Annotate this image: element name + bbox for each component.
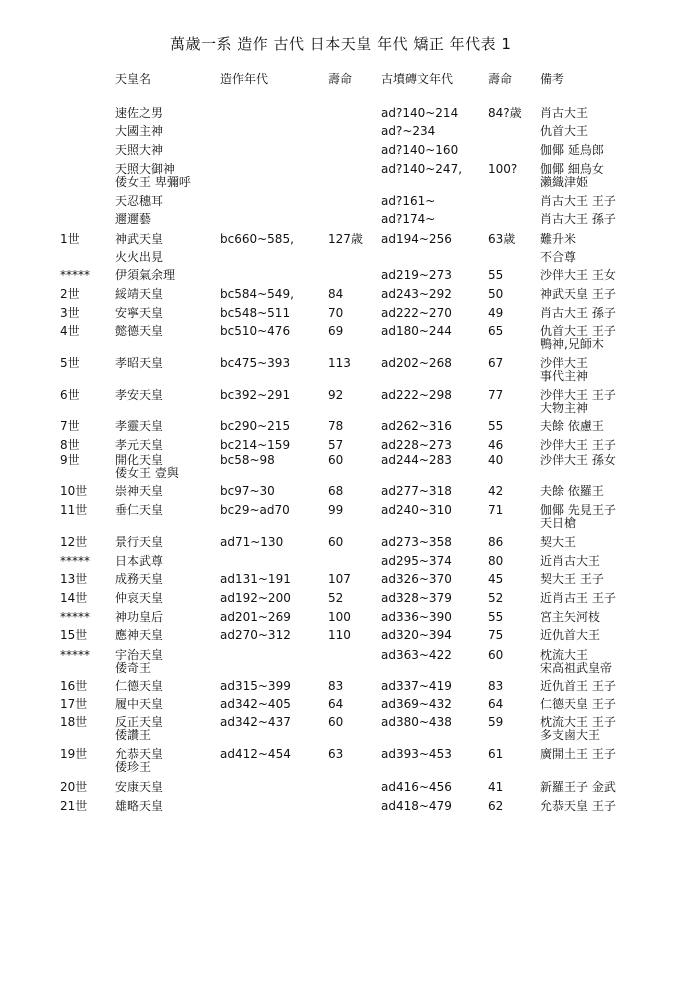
cell-fabricated-era: ad71~130 [220, 535, 284, 549]
cell-tomb-era: ad337~419 [381, 679, 452, 693]
cell-generation: 3世 [60, 306, 80, 320]
cell-tomb-era: ad273~358 [381, 535, 452, 549]
cell-lifespan-2: 83 [488, 679, 504, 693]
cell-emperor-name: 天照大御神 倭女王 卑彌呼 [115, 162, 191, 189]
cell-tomb-era: ad?161~ [381, 194, 436, 208]
cell-fabricated-era: bc58~98 [220, 453, 275, 467]
cell-generation: 2世 [60, 287, 80, 301]
cell-notes: 肖古大王 [540, 106, 589, 120]
cell-emperor-name: 火火出見 [115, 250, 164, 264]
cell-lifespan: 60 [328, 535, 344, 549]
cell-fabricated-era: ad270~312 [220, 628, 291, 642]
cell-notes: 夫餘 依慮王 [540, 419, 604, 433]
cell-notes: 近仇首大王 [540, 628, 601, 642]
header-fabricated-era: 造作年代 [220, 72, 269, 86]
cell-emperor-name: 神功皇后 [115, 610, 164, 624]
cell-lifespan-2: 86 [488, 535, 504, 549]
cell-fabricated-era: bc660~585, [220, 232, 294, 246]
cell-notes: 沙伴大王 事代主神 [540, 356, 589, 383]
cell-lifespan-2: 45 [488, 572, 504, 586]
cell-emperor-name: 安寧天皇 [115, 306, 164, 320]
cell-notes: 仇首大王 王子 鴨神,兄師木 [540, 324, 616, 351]
cell-generation: ***** [60, 648, 90, 662]
cell-tomb-era: ad243~292 [381, 287, 452, 301]
cell-fabricated-era: bc392~291 [220, 388, 291, 402]
cell-lifespan: 92 [328, 388, 344, 402]
cell-tomb-era: ad240~310 [381, 503, 452, 517]
cell-tomb-era: ad202~268 [381, 356, 452, 370]
cell-lifespan: 127歳 [328, 232, 363, 246]
cell-emperor-name: 孝安天皇 [115, 388, 164, 402]
cell-fabricated-era: bc214~159 [220, 438, 291, 452]
cell-notes: 沙伴大王 王子 大物主神 [540, 388, 616, 415]
cell-notes: 近肖古王 王子 [540, 591, 616, 605]
cell-notes: 允恭天皇 王子 [540, 799, 616, 813]
cell-emperor-name: 神武天皇 [115, 232, 164, 246]
cell-tomb-era: ad219~273 [381, 268, 452, 282]
cell-lifespan: 113 [328, 356, 351, 370]
cell-generation: 11世 [60, 503, 88, 517]
cell-lifespan-2: 52 [488, 591, 504, 605]
cell-tomb-era: ad336~390 [381, 610, 452, 624]
cell-emperor-name: 綏靖天皇 [115, 287, 164, 301]
cell-emperor-name: 履中天皇 [115, 697, 164, 711]
cell-notes: 肖古大王 孫子 [540, 212, 616, 226]
cell-lifespan-2: 60 [488, 648, 504, 662]
cell-lifespan-2: 40 [488, 453, 504, 467]
cell-tomb-era: ad320~394 [381, 628, 452, 642]
cell-generation: 16世 [60, 679, 88, 693]
cell-tomb-era: ad262~316 [381, 419, 452, 433]
cell-notes: 夫餘 依羅王 [540, 484, 604, 498]
cell-lifespan: 84 [328, 287, 344, 301]
cell-emperor-name: 速佐之男 [115, 106, 164, 120]
cell-lifespan-2: 46 [488, 438, 504, 452]
cell-tomb-era: ad222~270 [381, 306, 452, 320]
cell-lifespan: 52 [328, 591, 344, 605]
cell-generation: 14世 [60, 591, 88, 605]
page-title: 萬歳一系 造作 古代 日本天皇 年代 矯正 年代表 1 [170, 35, 512, 53]
cell-emperor-name: 天照大神 [115, 143, 164, 157]
header-tomb-era: 古墳磚文年代 [381, 72, 454, 86]
cell-notes: 廣開土王 王子 [540, 747, 616, 761]
cell-notes: 不合尊 [540, 250, 577, 264]
cell-lifespan-2: 49 [488, 306, 504, 320]
cell-tomb-era: ad416~456 [381, 780, 452, 794]
cell-tomb-era: ad277~318 [381, 484, 452, 498]
cell-fabricated-era: ad131~191 [220, 572, 291, 586]
header-emperor-name: 天皇名 [115, 72, 152, 86]
cell-tomb-era: ad?140~214 [381, 106, 459, 120]
cell-fabricated-era: ad342~437 [220, 715, 291, 729]
cell-tomb-era: ad363~422 [381, 648, 452, 662]
cell-generation: 13世 [60, 572, 88, 586]
cell-generation: 5世 [60, 356, 80, 370]
cell-lifespan: 60 [328, 453, 344, 467]
cell-lifespan: 57 [328, 438, 344, 452]
cell-emperor-name: 天忍穗耳 [115, 194, 164, 208]
cell-notes: 枕流大王 王子 多支鹵大王 [540, 715, 616, 742]
cell-emperor-name: 日本武尊 [115, 554, 164, 568]
cell-lifespan: 70 [328, 306, 344, 320]
cell-emperor-name: 仁德天皇 [115, 679, 164, 693]
cell-generation: ***** [60, 268, 90, 282]
cell-notes: 仁德天皇 王子 [540, 697, 616, 711]
cell-generation: 8世 [60, 438, 80, 452]
cell-emperor-name: 垂仁天皇 [115, 503, 164, 517]
cell-tomb-era: ad328~379 [381, 591, 452, 605]
cell-tomb-era: ad?140~247, [381, 162, 463, 176]
cell-fabricated-era: bc548~511 [220, 306, 291, 320]
cell-lifespan-2: 62 [488, 799, 504, 813]
cell-notes: 伽倻 延烏郎 [540, 143, 604, 157]
cell-generation: 9世 [60, 453, 80, 467]
cell-lifespan-2: 41 [488, 780, 504, 794]
cell-emperor-name: 大國主神 [115, 124, 164, 138]
cell-lifespan-2: 80 [488, 554, 504, 568]
cell-emperor-name: 成務天皇 [115, 572, 164, 586]
cell-lifespan-2: 75 [488, 628, 504, 642]
cell-emperor-name: 開化天皇 倭女王 壹與 [115, 453, 179, 480]
cell-lifespan: 63 [328, 747, 344, 761]
cell-fabricated-era: bc290~215 [220, 419, 291, 433]
cell-emperor-name: 安康天皇 [115, 780, 164, 794]
cell-lifespan-2: 59 [488, 715, 504, 729]
cell-fabricated-era: ad201~269 [220, 610, 291, 624]
cell-generation: ***** [60, 610, 90, 624]
cell-lifespan: 110 [328, 628, 351, 642]
cell-lifespan: 60 [328, 715, 344, 729]
header-lifespan-2: 壽命 [488, 72, 513, 86]
cell-emperor-name: 孝靈天皇 [115, 419, 164, 433]
header-lifespan: 壽命 [328, 72, 353, 86]
cell-fabricated-era: ad412~454 [220, 747, 291, 761]
cell-emperor-name: 孝元天皇 [115, 438, 164, 452]
cell-tomb-era: ad?140~160 [381, 143, 459, 157]
cell-lifespan: 68 [328, 484, 344, 498]
cell-notes: 伽倻 細烏女 瀨織津姫 [540, 162, 604, 189]
cell-fabricated-era: bc510~476 [220, 324, 291, 338]
cell-generation: 1世 [60, 232, 80, 246]
cell-generation: 15世 [60, 628, 88, 642]
table-header [0, 70, 683, 86]
cell-tomb-era: ad180~244 [381, 324, 452, 338]
cell-generation: 20世 [60, 780, 88, 794]
cell-tomb-era: ad295~374 [381, 554, 452, 568]
cell-tomb-era: ad?~234 [381, 124, 436, 138]
cell-generation: 17世 [60, 697, 88, 711]
cell-emperor-name: 允恭天皇 倭珍王 [115, 747, 164, 774]
cell-tomb-era: ad194~256 [381, 232, 452, 246]
cell-tomb-era: ad380~438 [381, 715, 452, 729]
cell-lifespan-2: 65 [488, 324, 504, 338]
cell-notes: 契大王 王子 [540, 572, 604, 586]
cell-emperor-name: 邇邇藝 [115, 212, 152, 226]
cell-generation: 19世 [60, 747, 88, 761]
cell-notes: 近仇首王 王子 [540, 679, 616, 693]
cell-tomb-era: ad393~453 [381, 747, 452, 761]
cell-lifespan-2: 77 [488, 388, 504, 402]
cell-fabricated-era: ad192~200 [220, 591, 291, 605]
cell-emperor-name: 宇治天皇 倭奇王 [115, 648, 164, 675]
cell-lifespan-2: 84?歳 [488, 106, 522, 120]
cell-tomb-era: ad418~479 [381, 799, 452, 813]
cell-lifespan-2: 64 [488, 697, 504, 711]
cell-lifespan-2: 63歳 [488, 232, 516, 246]
cell-emperor-name: 仲哀天皇 [115, 591, 164, 605]
cell-tomb-era: ad244~283 [381, 453, 452, 467]
cell-generation: 10世 [60, 484, 88, 498]
cell-emperor-name: 孝昭天皇 [115, 356, 164, 370]
cell-emperor-name: 伊須氣余理 [115, 268, 176, 282]
cell-notes: 肖古大王 王子 [540, 194, 616, 208]
cell-generation: 4世 [60, 324, 80, 338]
cell-tomb-era: ad228~273 [381, 438, 452, 452]
cell-generation: 7世 [60, 419, 80, 433]
cell-lifespan-2: 61 [488, 747, 504, 761]
cell-emperor-name: 崇神天皇 [115, 484, 164, 498]
cell-lifespan: 107 [328, 572, 351, 586]
cell-tomb-era: ad326~370 [381, 572, 452, 586]
cell-lifespan-2: 55 [488, 610, 504, 624]
cell-notes: 枕流大王 宋高祖武皇帝 [540, 648, 613, 675]
cell-notes: 近肖古大王 [540, 554, 601, 568]
cell-emperor-name: 雄略天皇 [115, 799, 164, 813]
cell-notes: 新羅王子 金武 [540, 780, 616, 794]
cell-lifespan-2: 42 [488, 484, 504, 498]
cell-emperor-name: 景行天皇 [115, 535, 164, 549]
cell-generation: 21世 [60, 799, 88, 813]
cell-fabricated-era: bc29~ad70 [220, 503, 290, 517]
cell-notes: 伽倻 先見王子 天日槍 [540, 503, 616, 530]
cell-lifespan: 64 [328, 697, 344, 711]
header-notes: 備考 [540, 72, 565, 86]
cell-fabricated-era: ad315~399 [220, 679, 291, 693]
cell-notes: 難升米 [540, 232, 577, 246]
cell-fabricated-era: ad342~405 [220, 697, 291, 711]
cell-fabricated-era: bc475~393 [220, 356, 291, 370]
cell-emperor-name: 應神天皇 [115, 628, 164, 642]
cell-lifespan: 69 [328, 324, 344, 338]
cell-notes: 契大王 [540, 535, 577, 549]
cell-fabricated-era: bc97~30 [220, 484, 275, 498]
cell-notes: 肖古大王 孫子 [540, 306, 616, 320]
cell-notes: 沙伴大王 王子 [540, 438, 616, 452]
cell-lifespan: 78 [328, 419, 344, 433]
cell-lifespan-2: 100? [488, 162, 518, 176]
cell-lifespan: 100 [328, 610, 351, 624]
cell-lifespan-2: 55 [488, 419, 504, 433]
cell-lifespan: 83 [328, 679, 344, 693]
cell-notes: 沙伴大王 王女 [540, 268, 616, 282]
cell-generation: 18世 [60, 715, 88, 729]
cell-tomb-era: ad?174~ [381, 212, 436, 226]
cell-lifespan-2: 55 [488, 268, 504, 282]
cell-lifespan: 99 [328, 503, 344, 517]
cell-emperor-name: 懿德天皇 [115, 324, 164, 338]
cell-notes: 神武天皇 王子 [540, 287, 616, 301]
cell-generation: 6世 [60, 388, 80, 402]
cell-fabricated-era: bc584~549, [220, 287, 294, 301]
cell-tomb-era: ad369~432 [381, 697, 452, 711]
cell-lifespan-2: 67 [488, 356, 504, 370]
cell-emperor-name: 反正天皇 倭讚王 [115, 715, 164, 742]
cell-generation: 12世 [60, 535, 88, 549]
cell-generation: ***** [60, 554, 90, 568]
cell-lifespan-2: 50 [488, 287, 504, 301]
cell-notes: 宮主矢河枝 [540, 610, 601, 624]
cell-tomb-era: ad222~298 [381, 388, 452, 402]
cell-lifespan-2: 71 [488, 503, 504, 517]
cell-notes: 沙伴大王 孫女 [540, 453, 616, 467]
cell-notes: 仇首大王 [540, 124, 589, 138]
